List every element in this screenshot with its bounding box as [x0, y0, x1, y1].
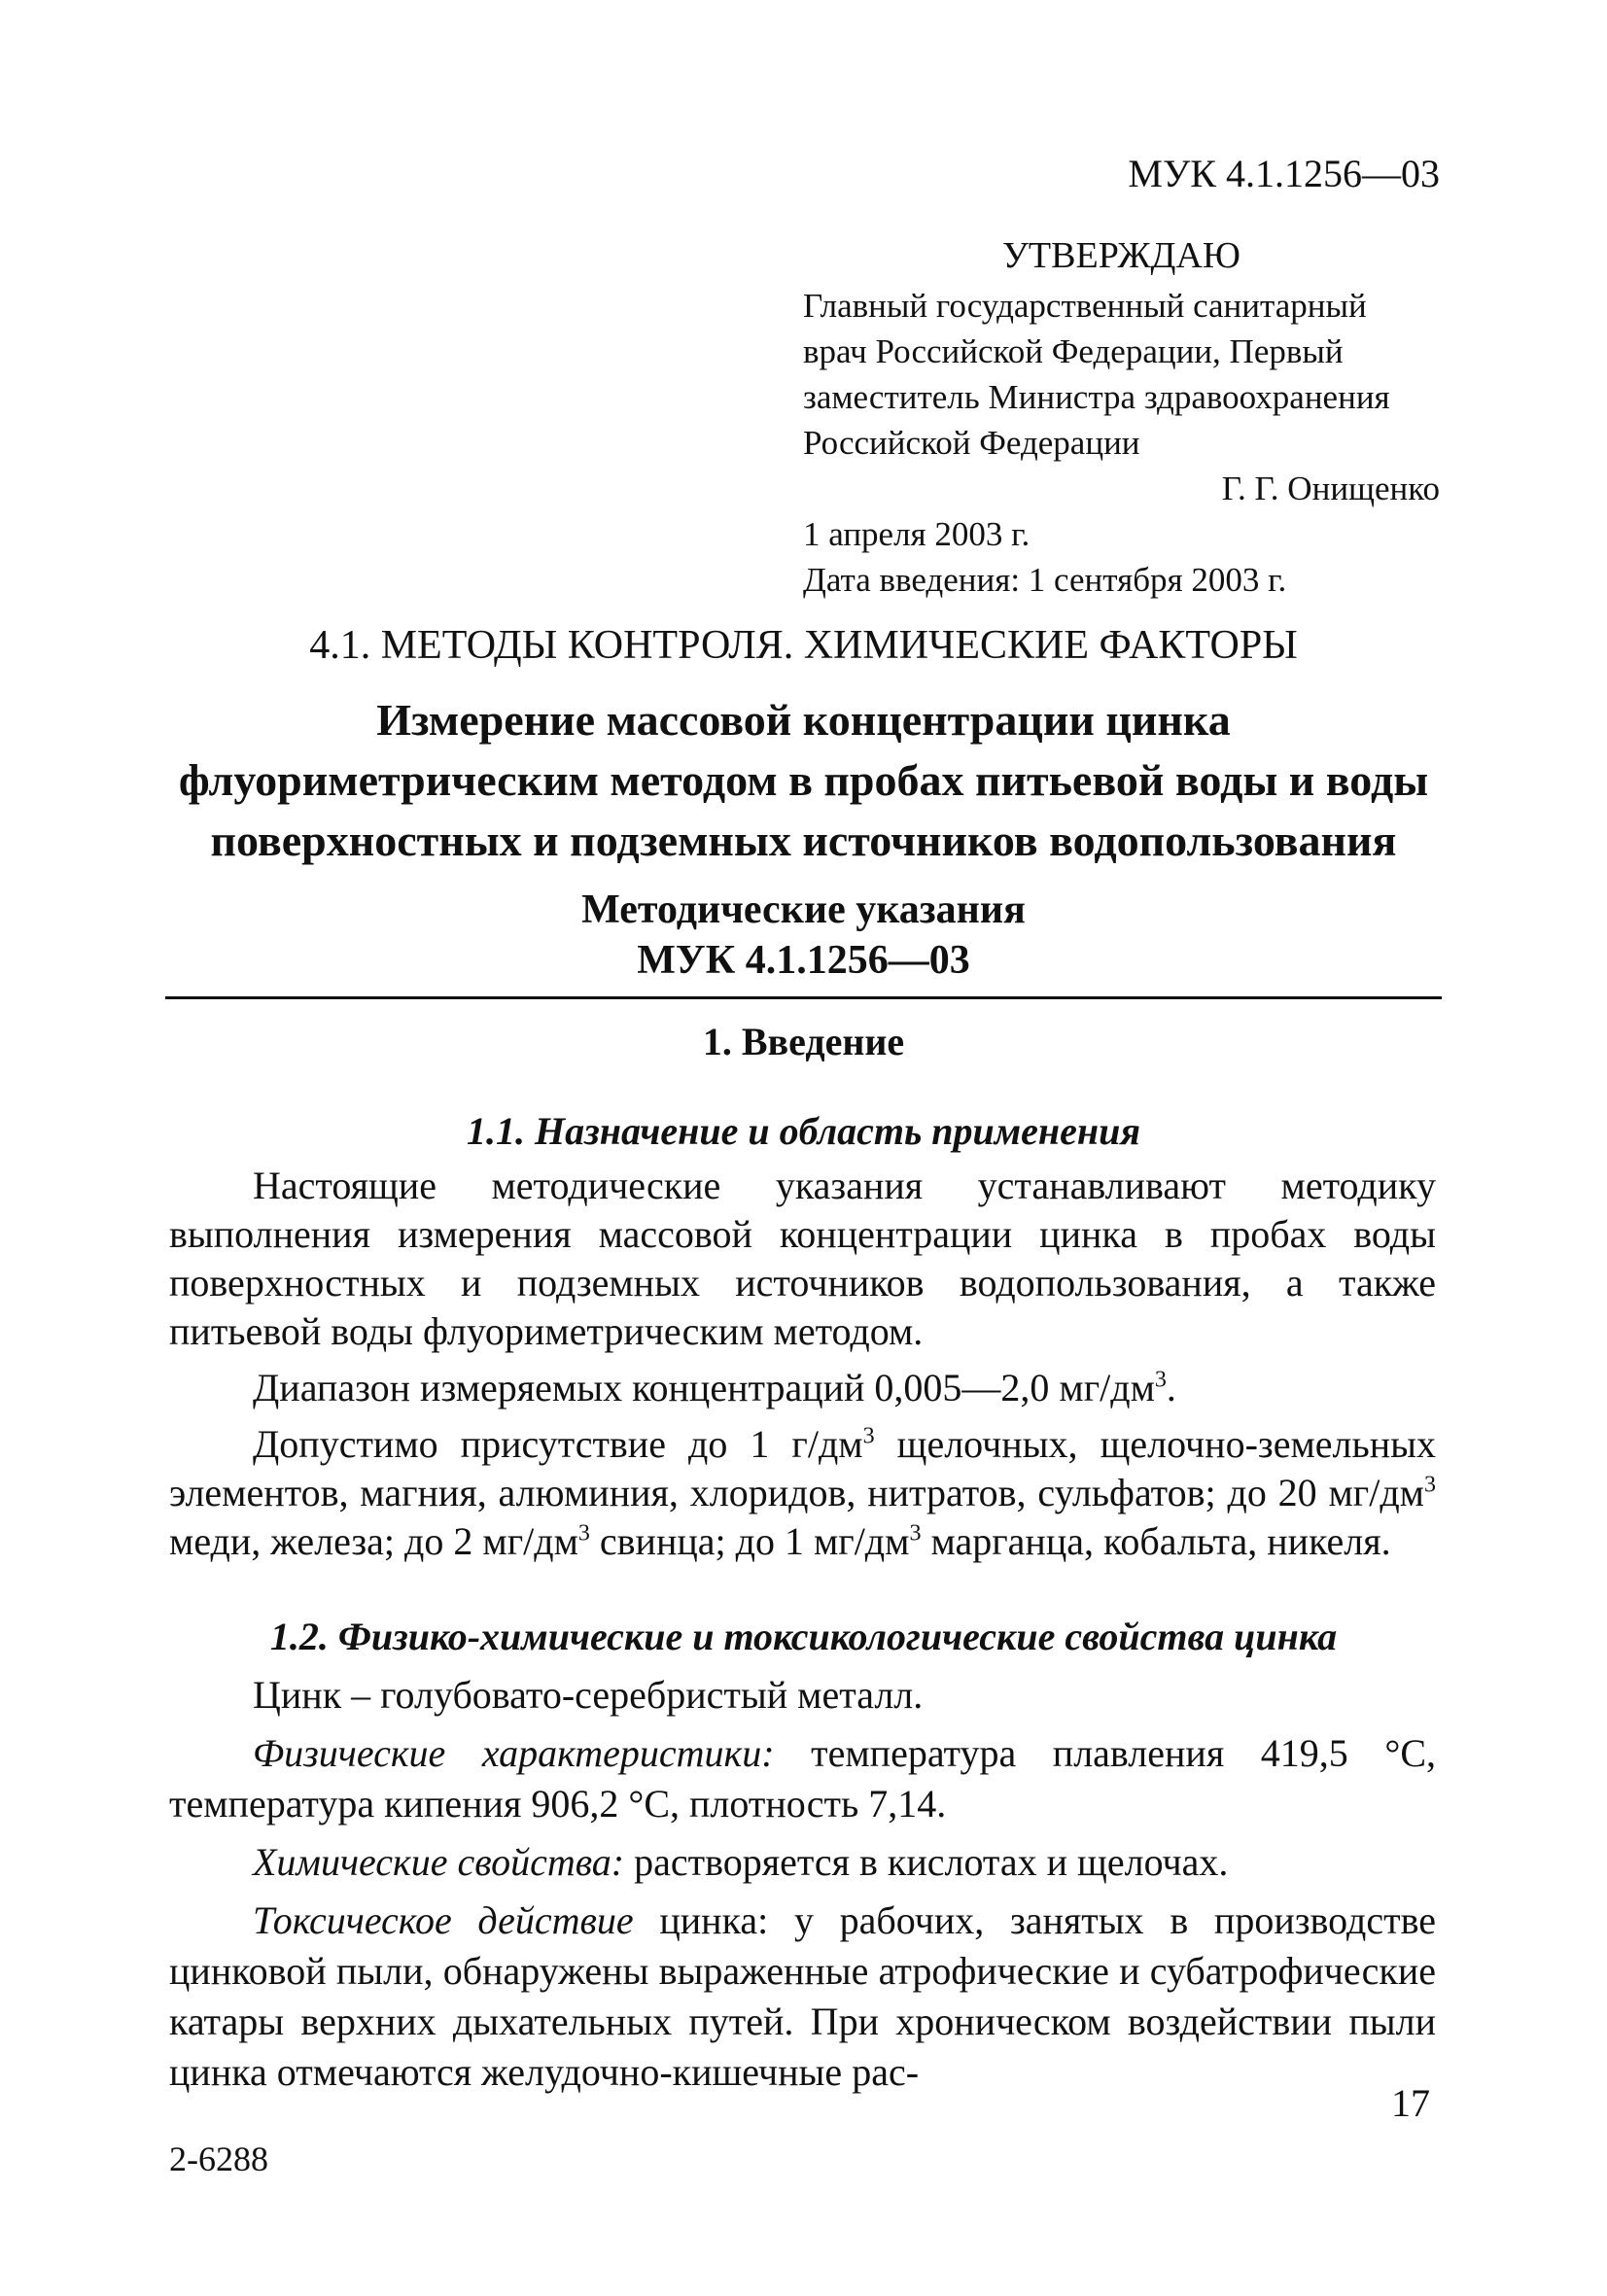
document-title	[146, 690, 1461, 871]
paragraph: Цинк – голубовато-серебристый металл.	[253, 1673, 924, 1717]
paragraph	[169, 1420, 1436, 1566]
document-number: МУК 4.1.1256—03	[1128, 152, 1440, 195]
italic-label: Физические характеристики:	[253, 1731, 775, 1775]
horizontal-rule	[165, 996, 1442, 999]
superscript: 3	[577, 1520, 590, 1547]
paragraph: Настоящие методические указания устанавливают методику выполнения измерения массовой концентрации цинка в пробах воды поверхностных и подземных источников водопользования, а также питьевой воды флуориметрическим методом.	[169, 1164, 1436, 1353]
subsection-1-1-body	[169, 1162, 1436, 1566]
superscript: 3	[1154, 1367, 1167, 1393]
paragraph	[169, 1837, 1436, 1888]
approval-signatory: Г. Г. Онищенко	[1221, 470, 1440, 507]
text-run: Допустимо присутствие до 1 г/дм	[253, 1422, 863, 1466]
subsection-1-2-body	[169, 1670, 1436, 2098]
text-run: цинка: у рабочих, занятых в производстве цинковой пыли, обнаружены выраженные атрофические и субатрофические катары верхних дыхательных путей. При хроническом воздействии пыли цинка отмечаются желудочно-кишечные рас-	[169, 1898, 1436, 2094]
paragraph	[169, 1896, 1436, 2098]
italic-label: Токсическое действие	[253, 1898, 634, 1942]
document-kind: Методические указания	[581, 887, 1026, 932]
section-heading: 4.1. МЕТОДЫ КОНТРОЛЯ. ХИМИЧЕСКИЕ ФАКТОРЫ	[309, 623, 1298, 668]
document-code: МУК 4.1.1256—03	[637, 938, 970, 983]
document-subtitle	[146, 885, 1461, 986]
title-line: поверхностных и подземных источников водопользования	[210, 816, 1397, 865]
title-line: Измерение массовой концентрации цинка	[376, 695, 1231, 745]
chapter-heading: 1. Введение	[702, 1020, 905, 1063]
superscript: 3	[862, 1423, 875, 1449]
paragraph	[169, 1364, 1436, 1412]
page-number: 17	[1391, 2081, 1430, 2125]
introduction-date: Дата введения: 1 сентября 2003 г.	[803, 561, 1287, 599]
approval-block	[803, 233, 1440, 603]
print-code: 2-6288	[169, 2139, 268, 2178]
approval-heading: УТВЕРЖДАЮ	[1002, 235, 1240, 276]
approval-line: заместитель Министра здравоохранения	[803, 378, 1390, 416]
text-run: Диапазон измеряемых концентраций 0,005—2,0 мг/дм	[253, 1366, 1155, 1409]
text-run: .	[1166, 1366, 1176, 1409]
approval-line: врач Российской Федерации, Первый	[803, 332, 1344, 370]
paragraph	[169, 1728, 1436, 1829]
text-run: щелочных, щелочно-земельных элементов, магния, алюминия, хлоридов, нитратов, сульфатов; до 20 мг/дм	[169, 1422, 1437, 1514]
superscript: 3	[1424, 1472, 1436, 1498]
text-run: свинца; до 1 мг/дм	[589, 1519, 910, 1563]
subsection-heading-1-1: 1.1. Назначение и область применения	[467, 1109, 1140, 1153]
text-run: марганца, кобальта, никеля.	[921, 1519, 1391, 1563]
italic-label: Химические свойства:	[253, 1840, 625, 1884]
text-run: меди, железа; до 2 мг/дм	[169, 1519, 578, 1563]
subsection-heading-1-2: 1.2. Физико-химические и токсикологические свойства цинка	[269, 1615, 1338, 1658]
approval-date: 1 апреля 2003 г.	[803, 515, 1031, 553]
text-run: растворяется в кислотах и щелочах.	[624, 1840, 1229, 1884]
approval-line: Российской Федерации	[803, 424, 1140, 462]
approval-line: Главный государственный санитарный	[803, 287, 1367, 325]
text-run: температура плавления 419,5 °С, температура кипения 906,2 °С, плотность 7,14.	[169, 1731, 1436, 1826]
title-line: флуориметрическим методом в пробах питьевой воды и воды	[178, 755, 1429, 805]
superscript: 3	[909, 1520, 922, 1547]
